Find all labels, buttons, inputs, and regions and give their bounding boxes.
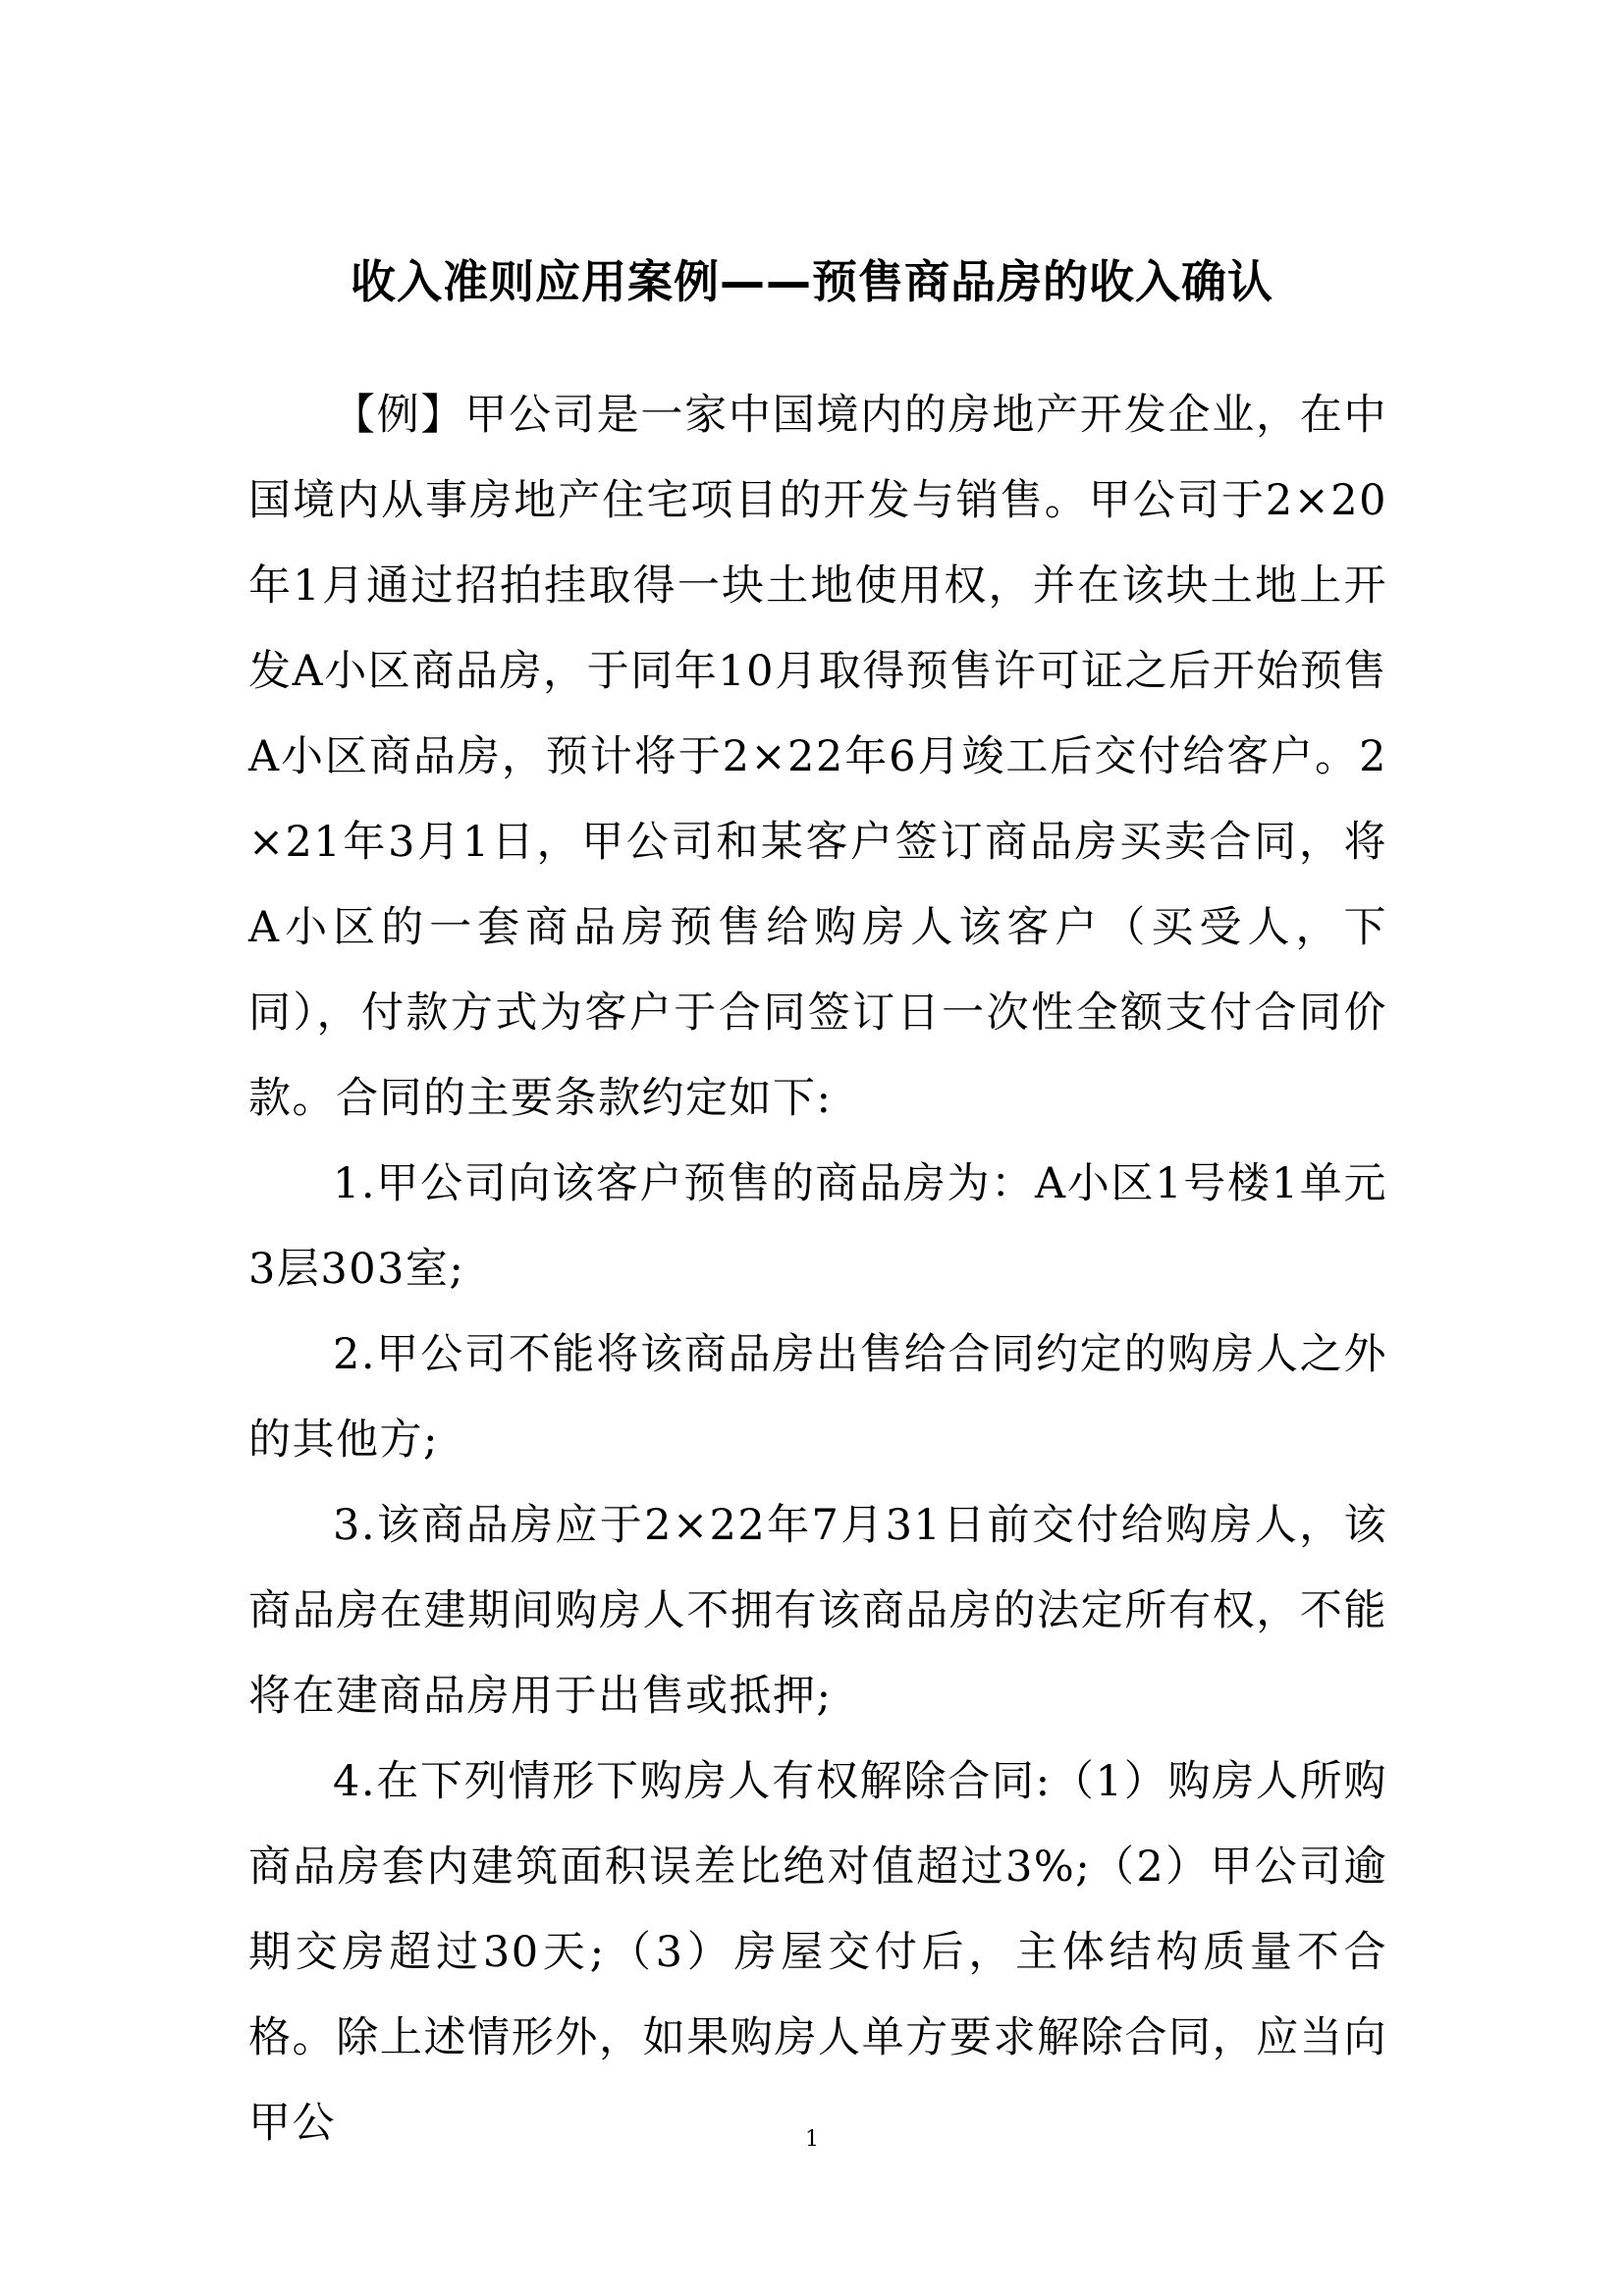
document-title: 收入准则应用案例——预售商品房的收入确认: [351, 255, 1273, 308]
paragraph-clause-2: 2.甲公司不能将该商品房出售给合同约定的购房人之外的其他方;: [248, 1330, 1387, 1465]
paragraph-clause-3: 3.该商品房应于2×22年7月31日前交付给购房人，该商品房在建期间购房人不拥有该商品房的法定所有权，不能将在建商品房用于出售或抵押;: [248, 1501, 1387, 1721]
paragraph-example-intro: 【例】甲公司是一家中国境内的房地产开发企业，在中国境内从事房地产住宅项目的开发与销售。甲公司于2×20年1月通过招拍挂取得一块土地使用权，并在该块土地上开发A小区商品房，于同年10月取得预售许可证之后开始预售A小区商品房，预计将于2×22年6月竣工后交付给客户。2×21年3月1日，甲公司和某客户签订商品房买卖合同，将A小区的一套商品房预售给购房人该客户（买受人，下同），付款方式为客户于合同签订日一次性全额支付合同价款。合同的主要条款约定如下:: [248, 391, 1387, 1123]
document-body: [248, 373, 1387, 2166]
paragraph-clause-4: 4.在下列情形下购房人有权解除合同:（1）购房人所购商品房套内建筑面积误差比绝对值超过3%;（2）甲公司逾期交房超过30天;（3）房屋交付后，主体结构质量不合格。除上述情形外，如果购房人单方要求解除合同，应当向甲公: [248, 1757, 1387, 2148]
page-number: 1: [805, 2127, 819, 2152]
paragraph-clause-1: 1.甲公司向该客户预售的商品房为：A小区1号楼1单元3层303室;: [248, 1159, 1387, 1294]
